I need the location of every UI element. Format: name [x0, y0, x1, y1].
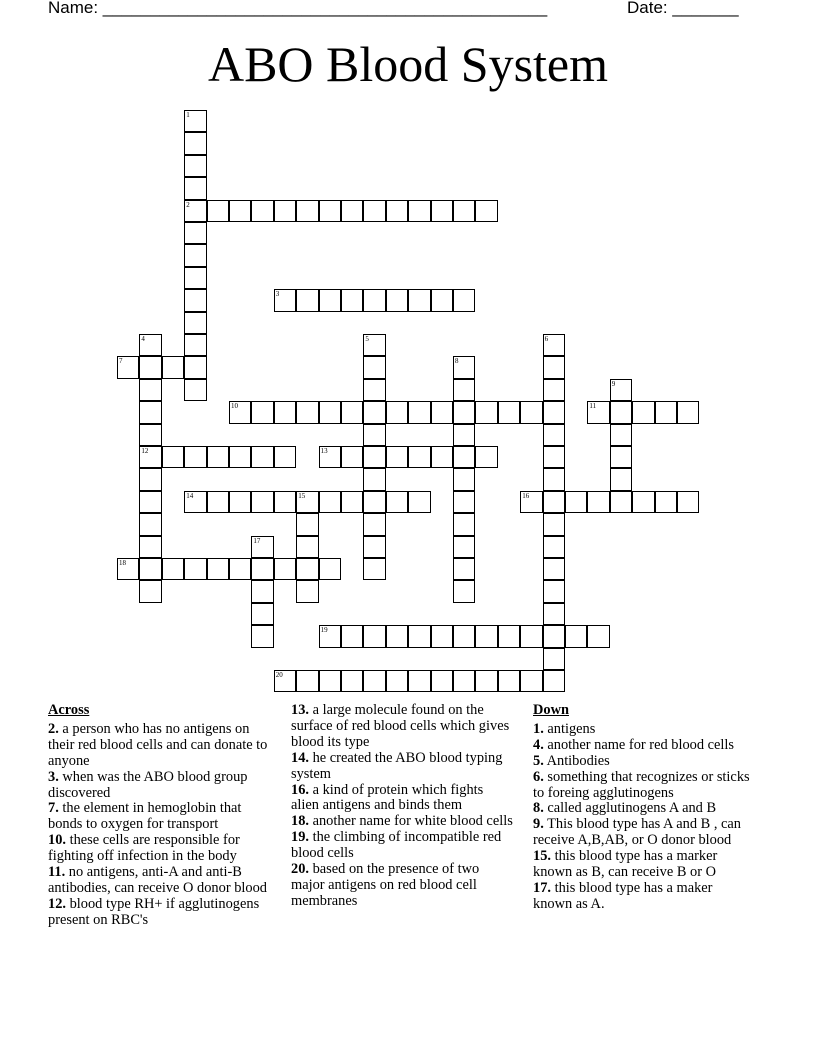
- across-clue: [48, 722, 270, 770]
- grid-cell[interactable]: [296, 580, 318, 602]
- grid-cell[interactable]: [251, 491, 273, 513]
- grid-cell[interactable]: [453, 670, 475, 692]
- grid-cell[interactable]: [363, 625, 385, 647]
- across-clue: [291, 783, 513, 815]
- clue-label: 11.: [48, 864, 66, 881]
- clue-label: 13.: [291, 702, 309, 718]
- grid-cell[interactable]: [363, 200, 385, 222]
- grid-cell[interactable]: [341, 200, 363, 222]
- grid-cell[interactable]: [139, 424, 161, 446]
- grid-cell[interactable]: [139, 401, 161, 423]
- clue-label: 6.: [533, 768, 544, 785]
- across-clue: [291, 830, 513, 862]
- down-heading: Down: [533, 702, 569, 718]
- grid-cell[interactable]: [431, 670, 453, 692]
- grid-cell[interactable]: [139, 558, 161, 580]
- grid-cell[interactable]: [408, 200, 430, 222]
- clue-text: when was the ABO blood group discovered: [48, 768, 248, 801]
- grid-cell[interactable]: [229, 446, 251, 468]
- grid-cell[interactable]: [386, 200, 408, 222]
- grid-cell[interactable]: [543, 491, 565, 513]
- grid-cell[interactable]: [543, 648, 565, 670]
- down-clue: [533, 738, 755, 754]
- grid-cell[interactable]: [543, 446, 565, 468]
- across-column-1: [48, 703, 270, 929]
- grid-cell[interactable]: [565, 625, 587, 647]
- grid-cell[interactable]: [274, 558, 296, 580]
- grid-cell[interactable]: [363, 513, 385, 535]
- grid-cell[interactable]: [543, 670, 565, 692]
- grid-cell[interactable]: [319, 625, 341, 647]
- grid-cell[interactable]: [139, 446, 161, 468]
- grid-cell[interactable]: [296, 289, 318, 311]
- grid-cell[interactable]: [520, 401, 542, 423]
- grid-cell[interactable]: [251, 625, 273, 647]
- grid-cell[interactable]: [408, 491, 430, 513]
- grid-cell[interactable]: [386, 625, 408, 647]
- grid-cell[interactable]: [498, 670, 520, 692]
- grid-cell[interactable]: [453, 401, 475, 423]
- grid-cell[interactable]: [543, 424, 565, 446]
- grid-cell[interactable]: [543, 513, 565, 535]
- clue-number: 9: [611, 379, 616, 388]
- clue-number: 12: [141, 447, 149, 455]
- grid-cell[interactable]: [139, 491, 161, 513]
- grid-cell[interactable]: [431, 289, 453, 311]
- clue-number: 10: [231, 402, 238, 411]
- grid-cell[interactable]: [184, 312, 206, 334]
- grid-cell[interactable]: [475, 670, 497, 692]
- grid-cell[interactable]: [207, 491, 229, 513]
- grid-cell[interactable]: [453, 468, 475, 490]
- grid-cell[interactable]: [139, 379, 161, 401]
- grid-cell[interactable]: [520, 670, 542, 692]
- grid-cell[interactable]: [184, 132, 206, 154]
- clue-label: 20.: [291, 861, 309, 878]
- grid-cell[interactable]: [184, 222, 206, 244]
- grid-cell[interactable]: [386, 289, 408, 311]
- clue-number: 8: [455, 357, 459, 366]
- grid-cell[interactable]: [319, 491, 341, 513]
- down-clue: [533, 817, 755, 849]
- grid-cell[interactable]: [587, 491, 609, 513]
- grid-cell[interactable]: [184, 155, 206, 177]
- clue-label: 10.: [48, 832, 66, 849]
- grid-cell[interactable]: [543, 580, 565, 602]
- grid-cell[interactable]: [677, 401, 699, 423]
- grid-cell[interactable]: [363, 356, 385, 378]
- grid-cell[interactable]: [184, 244, 206, 266]
- grid-cell[interactable]: [139, 580, 161, 602]
- grid-cell[interactable]: [296, 200, 318, 222]
- grid-cell[interactable]: [184, 379, 206, 401]
- clue-label: 9.: [533, 816, 544, 833]
- grid-cell[interactable]: [341, 401, 363, 423]
- grid-cell[interactable]: [117, 558, 139, 580]
- down-clue: [533, 754, 755, 770]
- grid-cell[interactable]: [408, 625, 430, 647]
- grid-cell[interactable]: [184, 289, 206, 311]
- grid-cell[interactable]: [453, 200, 475, 222]
- grid-cell[interactable]: [229, 401, 251, 423]
- grid-cell[interactable]: [184, 491, 206, 513]
- grid-cell[interactable]: [431, 200, 453, 222]
- clue-number: 19: [320, 626, 328, 635]
- clue-text: a kind of protein which fights alien antigens and binds them: [291, 781, 484, 814]
- grid-cell[interactable]: [363, 670, 385, 692]
- grid-cell[interactable]: [386, 446, 408, 468]
- clue-number: 18: [119, 559, 126, 567]
- grid-cell[interactable]: [363, 424, 385, 446]
- grid-cell[interactable]: [139, 536, 161, 558]
- grid-cell[interactable]: [475, 200, 497, 222]
- grid-cell[interactable]: [386, 491, 408, 513]
- down-clue: [533, 801, 755, 817]
- grid-cell[interactable]: [632, 491, 654, 513]
- grid-cell[interactable]: [543, 334, 565, 356]
- date-line: _______: [672, 0, 739, 17]
- clue-text: called agglutinogens A and B: [543, 800, 717, 817]
- page-title: ABO Blood System: [207, 36, 609, 92]
- across-clue: [48, 897, 270, 929]
- grid-cell[interactable]: [162, 356, 184, 378]
- clue-text: the climbing of incompatible red blood cells: [291, 829, 502, 862]
- name-line: _______________________________________________: [102, 0, 548, 17]
- grid-cell[interactable]: [632, 401, 654, 423]
- grid-cell[interactable]: [386, 401, 408, 423]
- grid-cell[interactable]: [453, 446, 475, 468]
- grid-cell[interactable]: [431, 446, 453, 468]
- grid-cell[interactable]: [475, 625, 497, 647]
- grid-cell[interactable]: [475, 401, 497, 423]
- grid-cell[interactable]: [610, 379, 632, 401]
- grid-cell[interactable]: [274, 670, 296, 692]
- grid-cell[interactable]: [184, 177, 206, 199]
- grid-cell[interactable]: [184, 334, 206, 356]
- grid-cell[interactable]: [341, 446, 363, 468]
- down-column: [533, 703, 755, 913]
- grid-cell[interactable]: [453, 491, 475, 513]
- grid-cell[interactable]: [386, 670, 408, 692]
- across-column-2: [291, 703, 513, 910]
- grid-cell[interactable]: [251, 558, 273, 580]
- grid-cell[interactable]: [251, 446, 273, 468]
- grid-cell[interactable]: [296, 670, 318, 692]
- grid-cell[interactable]: [274, 491, 296, 513]
- clue-number: 17: [253, 536, 261, 545]
- grid-cell[interactable]: [184, 558, 206, 580]
- grid-cell[interactable]: [207, 558, 229, 580]
- name-label: Name:: [48, 0, 103, 17]
- clue-text: the element in hemoglobin that bonds to oxygen for transport: [48, 800, 242, 833]
- grid-cell[interactable]: [453, 580, 475, 602]
- grid-cell[interactable]: [139, 356, 161, 378]
- down-clue: [533, 849, 755, 881]
- date-label: Date:: [627, 0, 673, 17]
- grid-cell[interactable]: [520, 625, 542, 647]
- clue-label: 3.: [48, 768, 59, 785]
- grid-cell[interactable]: [453, 379, 475, 401]
- across-clue: [48, 865, 270, 897]
- clue-label: 4.: [533, 736, 544, 753]
- grid-cell[interactable]: [565, 491, 587, 513]
- grid-cell[interactable]: [319, 200, 341, 222]
- grid-cell[interactable]: [229, 558, 251, 580]
- grid-cell[interactable]: [520, 491, 542, 513]
- clue-label: 7.: [48, 800, 59, 817]
- grid-cell[interactable]: [610, 424, 632, 446]
- grid-cell[interactable]: [363, 379, 385, 401]
- grid-cell[interactable]: [117, 356, 139, 378]
- clue-text: this blood type has a marker known as B, can receive B or O: [533, 848, 718, 881]
- grid-cell[interactable]: [341, 289, 363, 311]
- grid-cell[interactable]: [610, 446, 632, 468]
- grid-cell[interactable]: [184, 446, 206, 468]
- clue-label: 18.: [291, 813, 309, 830]
- grid-cell[interactable]: [475, 446, 497, 468]
- grid-cell[interactable]: [408, 401, 430, 423]
- grid-cell[interactable]: [319, 558, 341, 580]
- grid-cell[interactable]: [543, 401, 565, 423]
- grid-cell[interactable]: [363, 558, 385, 580]
- clue-label: 8.: [533, 800, 544, 817]
- grid-cell[interactable]: [610, 468, 632, 490]
- clue-text: another name for white blood cells: [309, 813, 513, 830]
- grid-cell[interactable]: [251, 580, 273, 602]
- down-clue: [533, 722, 755, 738]
- grid-cell[interactable]: [453, 536, 475, 558]
- across-clue: [291, 703, 513, 751]
- grid-cell[interactable]: [453, 424, 475, 446]
- grid-cell[interactable]: [139, 513, 161, 535]
- clue-text: something that recognizes or sticks to foreing agglutinogens: [533, 768, 750, 801]
- across-clue: [48, 770, 270, 802]
- grid-cell[interactable]: [296, 513, 318, 535]
- grid-cell[interactable]: [453, 356, 475, 378]
- clue-number: 1: [186, 111, 190, 119]
- grid-cell[interactable]: [363, 289, 385, 311]
- grid-cell[interactable]: [162, 558, 184, 580]
- grid-cell[interactable]: [543, 356, 565, 378]
- down-clue: [533, 881, 755, 913]
- grid-cell[interactable]: [341, 670, 363, 692]
- clue-label: 5.: [533, 752, 544, 769]
- clue-text: these cells are responsible for fighting off infection in the body: [48, 832, 240, 865]
- clue-label: 16.: [291, 781, 309, 798]
- grid-cell[interactable]: [453, 558, 475, 580]
- grid-cell[interactable]: [319, 446, 341, 468]
- clue-number: 20: [275, 671, 283, 679]
- grid-cell[interactable]: [274, 446, 296, 468]
- clue-number: 3: [275, 290, 280, 299]
- grid-cell[interactable]: [543, 468, 565, 490]
- clue-text: this blood type has a maker known as A.: [533, 879, 713, 912]
- grid-cell[interactable]: [543, 558, 565, 580]
- clue-number: 7: [119, 357, 123, 366]
- clue-number: 6: [544, 335, 549, 343]
- down-clue: [533, 770, 755, 802]
- clue-number: 15: [298, 491, 306, 500]
- grid-cell[interactable]: [296, 536, 318, 558]
- grid-cell[interactable]: [274, 289, 296, 311]
- grid-cell[interactable]: [363, 334, 385, 356]
- clue-text: antigens: [543, 720, 596, 737]
- grid-cell[interactable]: [184, 200, 206, 222]
- grid-cell[interactable]: [498, 401, 520, 423]
- clue-label: 14.: [291, 749, 309, 766]
- clue-label: 15.: [533, 848, 551, 865]
- grid-cell[interactable]: [431, 401, 453, 423]
- grid-cell[interactable]: [341, 625, 363, 647]
- grid-cell[interactable]: [677, 491, 699, 513]
- clue-number: 4: [141, 335, 145, 343]
- grid-cell[interactable]: [408, 289, 430, 311]
- grid-cell[interactable]: [655, 401, 677, 423]
- across-clue: [291, 862, 513, 910]
- grid-cell[interactable]: [139, 468, 161, 490]
- grid-cell[interactable]: [453, 625, 475, 647]
- clue-text: This blood type has A and B , can receive A,B,AB, or O donor blood: [533, 816, 741, 849]
- grid-cell[interactable]: [453, 513, 475, 535]
- across-clue: [48, 833, 270, 865]
- grid-cell[interactable]: [363, 401, 385, 423]
- grid-cell[interactable]: [207, 446, 229, 468]
- grid-cell[interactable]: [587, 401, 609, 423]
- across-heading: Across: [48, 702, 90, 718]
- grid-cell[interactable]: [251, 401, 273, 423]
- grid-cell[interactable]: [543, 379, 565, 401]
- grid-cell[interactable]: [610, 401, 632, 423]
- clue-number: 13: [320, 447, 328, 455]
- clue-text: blood type RH+ if agglutinogens present on RBC's: [48, 895, 260, 928]
- grid-cell[interactable]: [543, 603, 565, 625]
- grid-cell[interactable]: [610, 491, 632, 513]
- grid-cell[interactable]: [274, 200, 296, 222]
- clue-label: 1.: [533, 720, 544, 737]
- clue-text: a large molecule found on the surface of red blood cells which gives blood its type: [291, 702, 510, 750]
- clue-label: 12.: [48, 895, 66, 912]
- grid-cell[interactable]: [274, 401, 296, 423]
- grid-cell[interactable]: [251, 200, 273, 222]
- grid-cell[interactable]: [296, 401, 318, 423]
- grid-cell[interactable]: [655, 491, 677, 513]
- clue-number: 2: [186, 200, 190, 209]
- grid-cell[interactable]: [251, 536, 273, 558]
- grid-cell[interactable]: [139, 334, 161, 356]
- grid-cell[interactable]: [296, 558, 318, 580]
- grid-cell[interactable]: [363, 536, 385, 558]
- clue-text: based on the presence of two major antigens on red blood cell membranes: [291, 861, 480, 909]
- clue-number: 14: [186, 491, 194, 500]
- across-clue: [48, 801, 270, 833]
- grid-cell[interactable]: [229, 200, 251, 222]
- grid-cell[interactable]: [431, 625, 453, 647]
- clue-number: 11: [589, 402, 597, 411]
- grid-cell[interactable]: [341, 491, 363, 513]
- grid-cell[interactable]: [498, 625, 520, 647]
- clue-text: he created the ABO blood typing system: [291, 749, 503, 782]
- grid-cell[interactable]: [363, 468, 385, 490]
- grid-cell[interactable]: [184, 356, 206, 378]
- clue-text: another name for red blood cells: [543, 736, 735, 753]
- grid-cell[interactable]: [296, 491, 318, 513]
- grid-cell[interactable]: [543, 625, 565, 647]
- grid-cell[interactable]: [162, 446, 184, 468]
- clue-number: 5: [365, 335, 369, 343]
- grid-cell[interactable]: [207, 200, 229, 222]
- grid-cell[interactable]: [184, 110, 206, 132]
- grid-cell[interactable]: [319, 401, 341, 423]
- grid-cell[interactable]: [319, 289, 341, 311]
- grid-cell[interactable]: [184, 267, 206, 289]
- clue-text: a person who has no antigens on their red blood cells and can donate to anyone: [48, 720, 268, 769]
- across-clue: [291, 751, 513, 783]
- grid-cell[interactable]: [408, 670, 430, 692]
- grid-cell[interactable]: [363, 491, 385, 513]
- grid-cell[interactable]: [251, 603, 273, 625]
- grid-cell[interactable]: [587, 625, 609, 647]
- clue-label: 2.: [48, 720, 59, 737]
- grid-cell[interactable]: [319, 670, 341, 692]
- grid-cell[interactable]: [543, 536, 565, 558]
- clue-label: 19.: [291, 829, 309, 846]
- grid-cell[interactable]: [229, 491, 251, 513]
- grid-cell[interactable]: [453, 289, 475, 311]
- clue-text: no antigens, anti-A and anti-B antibodies, can receive O donor blood: [48, 864, 267, 896]
- clue-number: 16: [522, 491, 530, 500]
- grid-cell[interactable]: [363, 446, 385, 468]
- clue-label: 17.: [533, 879, 551, 896]
- across-clue: [291, 814, 513, 830]
- clue-text: Antibodies: [543, 752, 610, 769]
- grid-cell[interactable]: [408, 446, 430, 468]
